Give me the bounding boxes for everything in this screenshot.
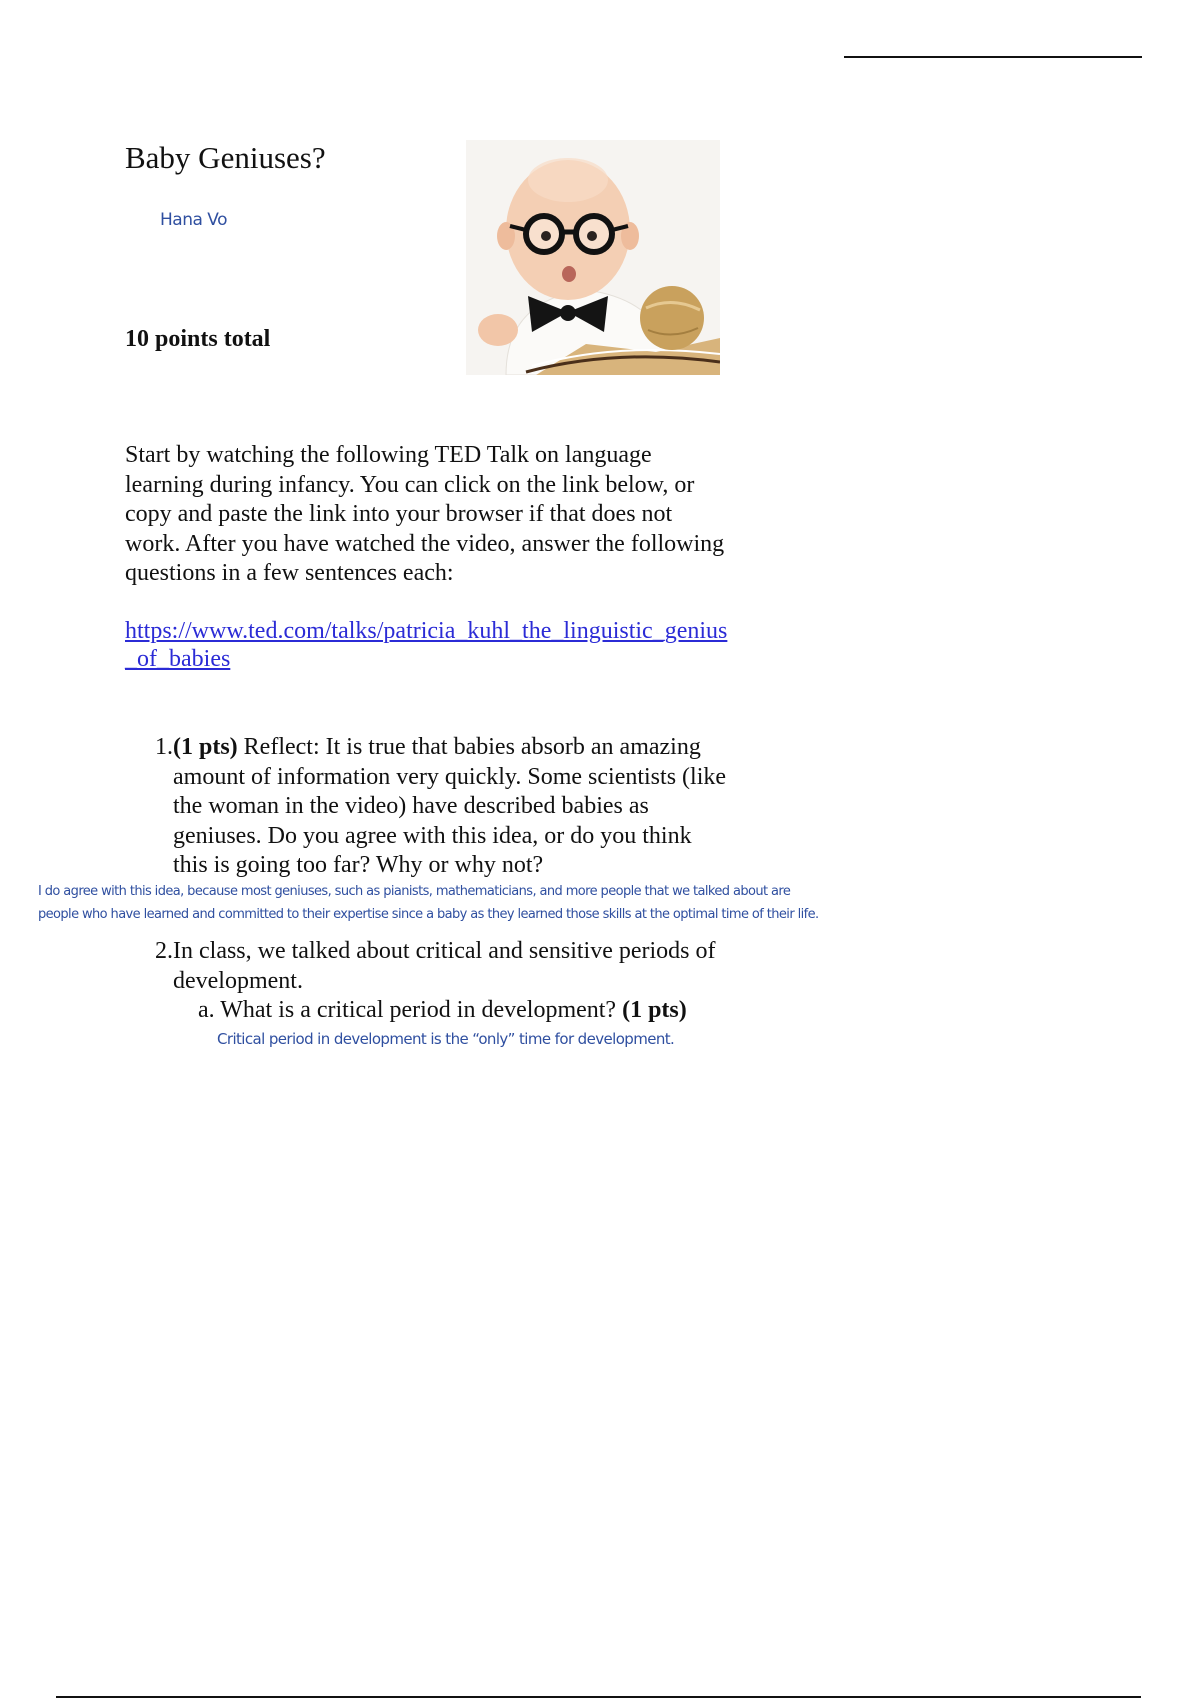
instructions-paragraph: Start by watching the following TED Talk on language learning during infancy. You can click on the link below, or copy and paste the link into your browser if that does not work. After you have watched the video, answer the following questions in a few sentences each:: [125, 442, 725, 586]
question-1-number: 1.: [155, 734, 173, 760]
question-1: [125, 733, 730, 878]
question-1-answer: I do agree with this idea, because most geniuses, such as pianists, mathematicians, and more people that we talked about are people who have learned and committed to their expertise since a baby as they learned those skills at the optimal time of their life.: [38, 884, 819, 922]
question-2: [125, 937, 730, 994]
header-rule: [844, 56, 1142, 58]
baby-photo: [466, 140, 720, 375]
question-2a: [198, 996, 687, 1026]
question-1-text: Reflect: It is true that babies absorb an amazing amount of information very quickly. Some scientists (like the woman in the video) have described babies as geniuses. Do you agree with this idea, or do you think this is going too far? Why or why not?: [173, 734, 727, 878]
worksheet-title: Baby Geniuses?: [125, 140, 326, 175]
question-1-points: (1 pts): [173, 734, 238, 760]
question-2a-letter: a.: [198, 997, 215, 1023]
question-2a-text: What is a critical period in development?: [220, 997, 623, 1023]
question-2-number: 2.: [155, 938, 173, 964]
question-2-text: In class, we talked about critical and sensitive periods of development.: [173, 938, 716, 994]
ted-talk-link[interactable]: https://www.ted.com/talks/patricia_kuhl_the_linguistic_genius_of_babies: [125, 618, 728, 672]
question-2a-points: (1 pts): [622, 997, 687, 1023]
footer-rule: [56, 1696, 1141, 1698]
question-2a-answer: Critical period in development is the “only” time for development.: [217, 1030, 675, 1048]
student-name: Hana Vo: [160, 210, 228, 230]
points-total: 10 points total: [125, 326, 271, 352]
